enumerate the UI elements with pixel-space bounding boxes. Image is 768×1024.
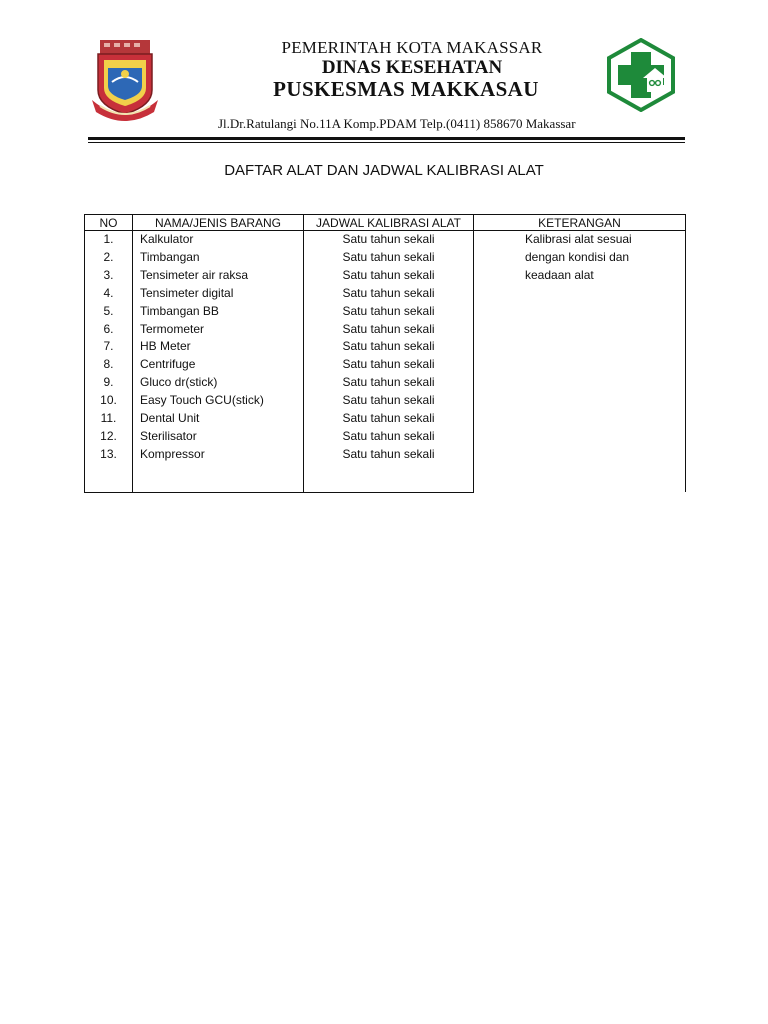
row-name: Termometer <box>133 321 304 339</box>
row-schedule: Satu tahun sekali <box>304 321 474 339</box>
row-schedule-empty <box>304 464 474 493</box>
row-no: 12. <box>85 428 133 446</box>
row-no: 1. <box>85 231 133 249</box>
row-name: Timbangan BB <box>133 303 304 321</box>
row-name: Gluco dr(stick) <box>133 374 304 392</box>
note-cell <box>474 231 686 493</box>
header-department: DINAS KESEHATAN <box>321 57 503 78</box>
row-no: 7. <box>85 338 133 356</box>
row-schedule: Satu tahun sekali <box>304 356 474 374</box>
row-schedule: Satu tahun sekali <box>304 410 474 428</box>
row-no: 6. <box>85 321 133 339</box>
header-rule-thin <box>88 142 685 143</box>
row-name: Easy Touch GCU(stick) <box>133 392 304 410</box>
row-name-empty <box>133 464 304 493</box>
row-schedule: Satu tahun sekali <box>304 231 474 249</box>
table-row <box>85 231 686 249</box>
header-address: Jl.Dr.Ratulangi No.11A Komp.PDAM Telp.(0411) 858670 Makassar <box>218 116 576 131</box>
row-name: HB Meter <box>133 338 304 356</box>
row-name: Centrifuge <box>133 356 304 374</box>
row-schedule: Satu tahun sekali <box>304 338 474 356</box>
row-no: 9. <box>85 374 133 392</box>
row-no: 13. <box>85 446 133 464</box>
row-schedule: Satu tahun sekali <box>304 249 474 267</box>
row-no: 11. <box>85 410 133 428</box>
row-no-empty <box>85 464 133 493</box>
row-name: Dental Unit <box>133 410 304 428</box>
note-line: dengan kondisi dan <box>525 249 630 264</box>
col-header-name: NAMA/JENIS BARANG <box>133 215 304 231</box>
row-no: 2. <box>85 249 133 267</box>
row-schedule: Satu tahun sekali <box>304 285 474 303</box>
row-no: 10. <box>85 392 133 410</box>
table-header-row <box>85 215 686 231</box>
col-header-schedule: JADWAL KALIBRASI ALAT <box>304 215 474 231</box>
row-name: Tensimeter digital <box>133 285 304 303</box>
row-schedule: Satu tahun sekali <box>304 392 474 410</box>
note-line: Kalibrasi alat sesuai <box>525 232 632 246</box>
header-rule-thick <box>88 137 685 140</box>
row-schedule: Satu tahun sekali <box>304 428 474 446</box>
row-name: Kompressor <box>133 446 304 464</box>
header-government: PEMERINTAH KOTA MAKASSAR <box>281 38 543 57</box>
row-name: Timbangan <box>133 249 304 267</box>
row-schedule: Satu tahun sekali <box>304 303 474 321</box>
col-header-no: NO <box>85 215 133 231</box>
row-name: Tensimeter air raksa <box>133 267 304 285</box>
row-name: Sterilisator <box>133 428 304 446</box>
equipment-table <box>84 214 686 493</box>
note-line: keadaan alat <box>525 267 594 282</box>
row-schedule: Satu tahun sekali <box>304 267 474 285</box>
row-no: 8. <box>85 356 133 374</box>
row-schedule: Satu tahun sekali <box>304 374 474 392</box>
header-puskesmas: PUSKESMAS MAKKASAU <box>273 77 539 101</box>
col-header-note: KETERANGAN <box>474 215 686 231</box>
document-title: DAFTAR ALAT DAN JADWAL KALIBRASI ALAT <box>224 162 544 179</box>
row-no: 4. <box>85 285 133 303</box>
row-no: 5. <box>85 303 133 321</box>
row-name: Kalkulator <box>133 231 304 249</box>
row-schedule: Satu tahun sekali <box>304 446 474 464</box>
row-no: 3. <box>85 267 133 285</box>
